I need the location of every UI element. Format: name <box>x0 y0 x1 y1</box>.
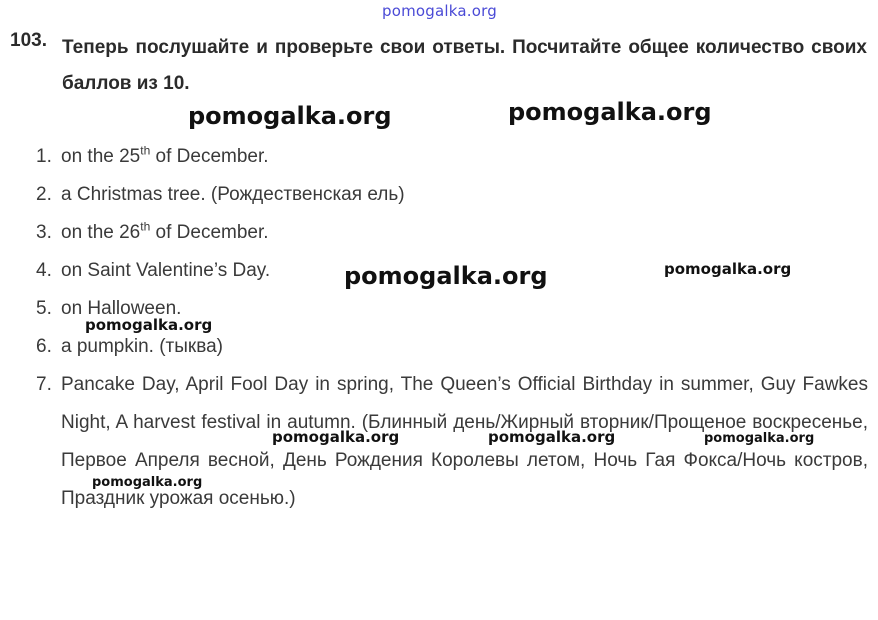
answer-text: on Halloween. <box>61 298 182 319</box>
answer-text: a pumpkin. (тыква) <box>61 336 223 357</box>
site-watermark-header: pomogalka.org <box>382 2 497 20</box>
ordinal-suffix: th <box>140 219 151 234</box>
watermark: pomogalka.org <box>188 102 392 130</box>
answer-text: on the 26 <box>61 222 141 243</box>
answer-text: on Saint Valentine’s Day. <box>61 260 271 281</box>
exercise-number: 103. <box>10 30 47 51</box>
answer-number: 6. <box>36 336 52 357</box>
answer-text: of December. <box>150 222 269 243</box>
answer-text: Pancake Day, April Fool Day in spring, The Queen’s Official Birthday in summer, Guy Fawkes Night, A harvest festival in autumn. (Блинный день/Жирный вторник/Прощеное воскресенье, Первое Апреля весной, День Рождения Королевы летом, Ночь Гая Фокса/Ночь костров, Праздник урожая осенью.) <box>61 374 868 509</box>
answer-number: 5. <box>36 298 52 319</box>
watermark: pomogalka.org <box>92 475 203 490</box>
answer-number: 3. <box>36 222 52 243</box>
answer-number: 1. <box>36 146 52 167</box>
answer-text: a Christmas tree. (Рождественская ель) <box>61 184 405 205</box>
watermark: pomogalka.org <box>488 428 616 446</box>
watermark: pomogalka.org <box>344 262 548 290</box>
watermark: pomogalka.org <box>272 428 400 446</box>
ordinal-suffix: th <box>140 143 151 158</box>
answer-item-3 <box>36 214 868 252</box>
watermark: pomogalka.org <box>85 316 213 334</box>
answer-number: 4. <box>36 260 52 281</box>
answer-item-1 <box>36 138 868 176</box>
answer-text: of December. <box>150 146 269 167</box>
answer-text: on the 25 <box>61 146 141 167</box>
exercise-instruction: Теперь послушайте и проверьте свои ответы. Посчитайте общее количество своих баллов из 10. <box>62 37 867 94</box>
watermark: pomogalka.org <box>704 431 815 446</box>
answer-number: 7. <box>36 374 52 395</box>
watermark: pomogalka.org <box>664 260 792 278</box>
answer-number: 2. <box>36 184 52 205</box>
watermark: pomogalka.org <box>508 98 712 126</box>
answer-item-2 <box>36 176 868 214</box>
